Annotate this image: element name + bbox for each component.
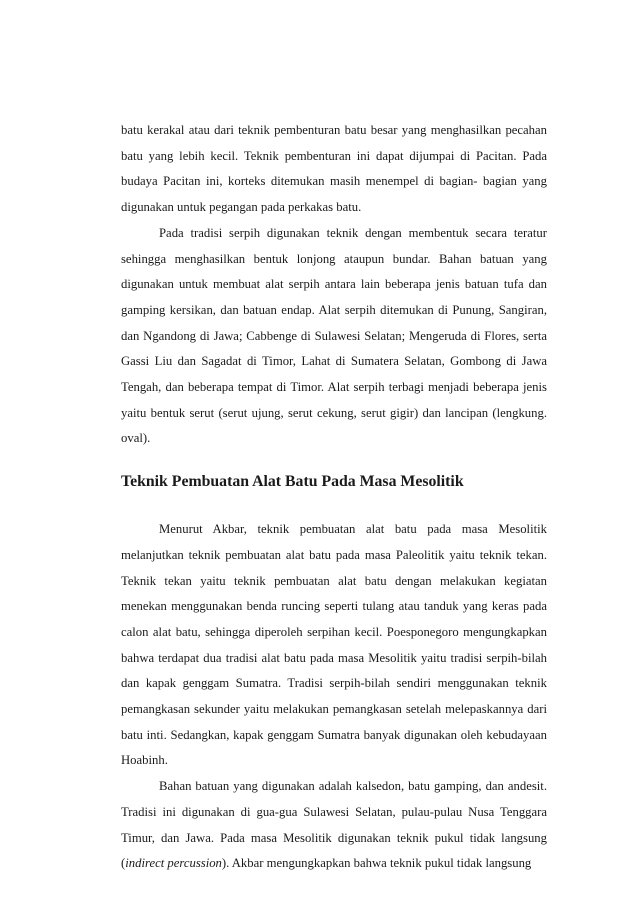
body-paragraph-serpih-tradition: Pada tradisi serpih digunakan teknik dengan membentuk secara teratur sehingga menghasilkan bentuk lonjong ataupun bundar. Bahan batuan yang digunakan untuk membuat alat serpih antara lain beberapa jenis batuan tufa dan gamping kersikan, dan batuan endap. Alat serpih ditemukan di Punung, Sangiran, dan Ngandong di Jawa; Cabbenge di Sulawesi Selatan; Mengeruda di Flores, serta Gassi Liu dan Sagadat di Timor, Lahat di Sumatera Selatan, Gombong di Jawa Tengah, dan beberapa tempat di Timor. Alat serpih terbagi menjadi beberapa jenis yaitu bentuk serut (serut ujung, serut cekung, serut gigir) dan lancipan (lengkung. oval). [121, 225, 547, 446]
body-paragraph-bahan-batuan [121, 774, 547, 877]
body-paragraph-pacitan: batu kerakal atau dari teknik pembenturan batu besar yang menghasilkan pecahan batu yang lebih kecil. Teknik pembenturan ini dapat dijumpai di Pacitan. Pada budaya Pacitan ini, korteks ditemukan masih menempel di bagian- bagian yang digunakan untuk pegangan pada perkakas batu. [121, 123, 547, 215]
paragraph-text-segment: ). Akbar mengungkapkan bahwa teknik pukul tidak langsung [221, 856, 532, 871]
body-paragraph-akbar-teknik-tekan: Menurut Akbar, teknik pembuatan alat batu pada masa Mesolitik melanjutkan teknik pembuatan alat batu pada masa Paleolitik yaitu teknik tekan. Teknik tekan yaitu teknik pembuatan alat batu dengan melakukan kegiatan menekan menggunakan benda runcing seperti tulang atau tanduk yang keras pada calon alat batu, sehingga diperoleh serpihan kecil. Poesponegoro mengungkapkan bahwa terdapat dua tradisi alat batu pada masa Mesolitik yaitu tradisi serpih-bilah dan kapak genggam Sumatra. Tradisi serpih-bilah sendiri menggunakan teknik pemangkasan sekunder yaitu melakukan pemangkasan setelah melepaskannya dari batu inti. Sedangkan, kapak genggam Sumatra banyak digunakan oleh kebudayaan Hoabinh. [121, 522, 547, 768]
paragraph-text-segment: Bahan batuan yang digunakan adalah kalsedon, batu gamping, dan andesit. Tradisi ini digunakan di gua-gua Sulawesi Selatan, pulau-pulau Nusa Tenggara Timur, dan Jawa. Pada masa Mesolitik digunakan teknik pukul tidak langsung ( [121, 779, 547, 871]
spacer [121, 452, 547, 472]
page-content [121, 118, 547, 877]
italic-term-indirect-percussion: indirect percussion [125, 856, 222, 871]
section-heading-mesolitik: Teknik Pembuatan Alat Batu Pada Masa Mesolitik [121, 473, 464, 491]
spacer [121, 492, 547, 517]
